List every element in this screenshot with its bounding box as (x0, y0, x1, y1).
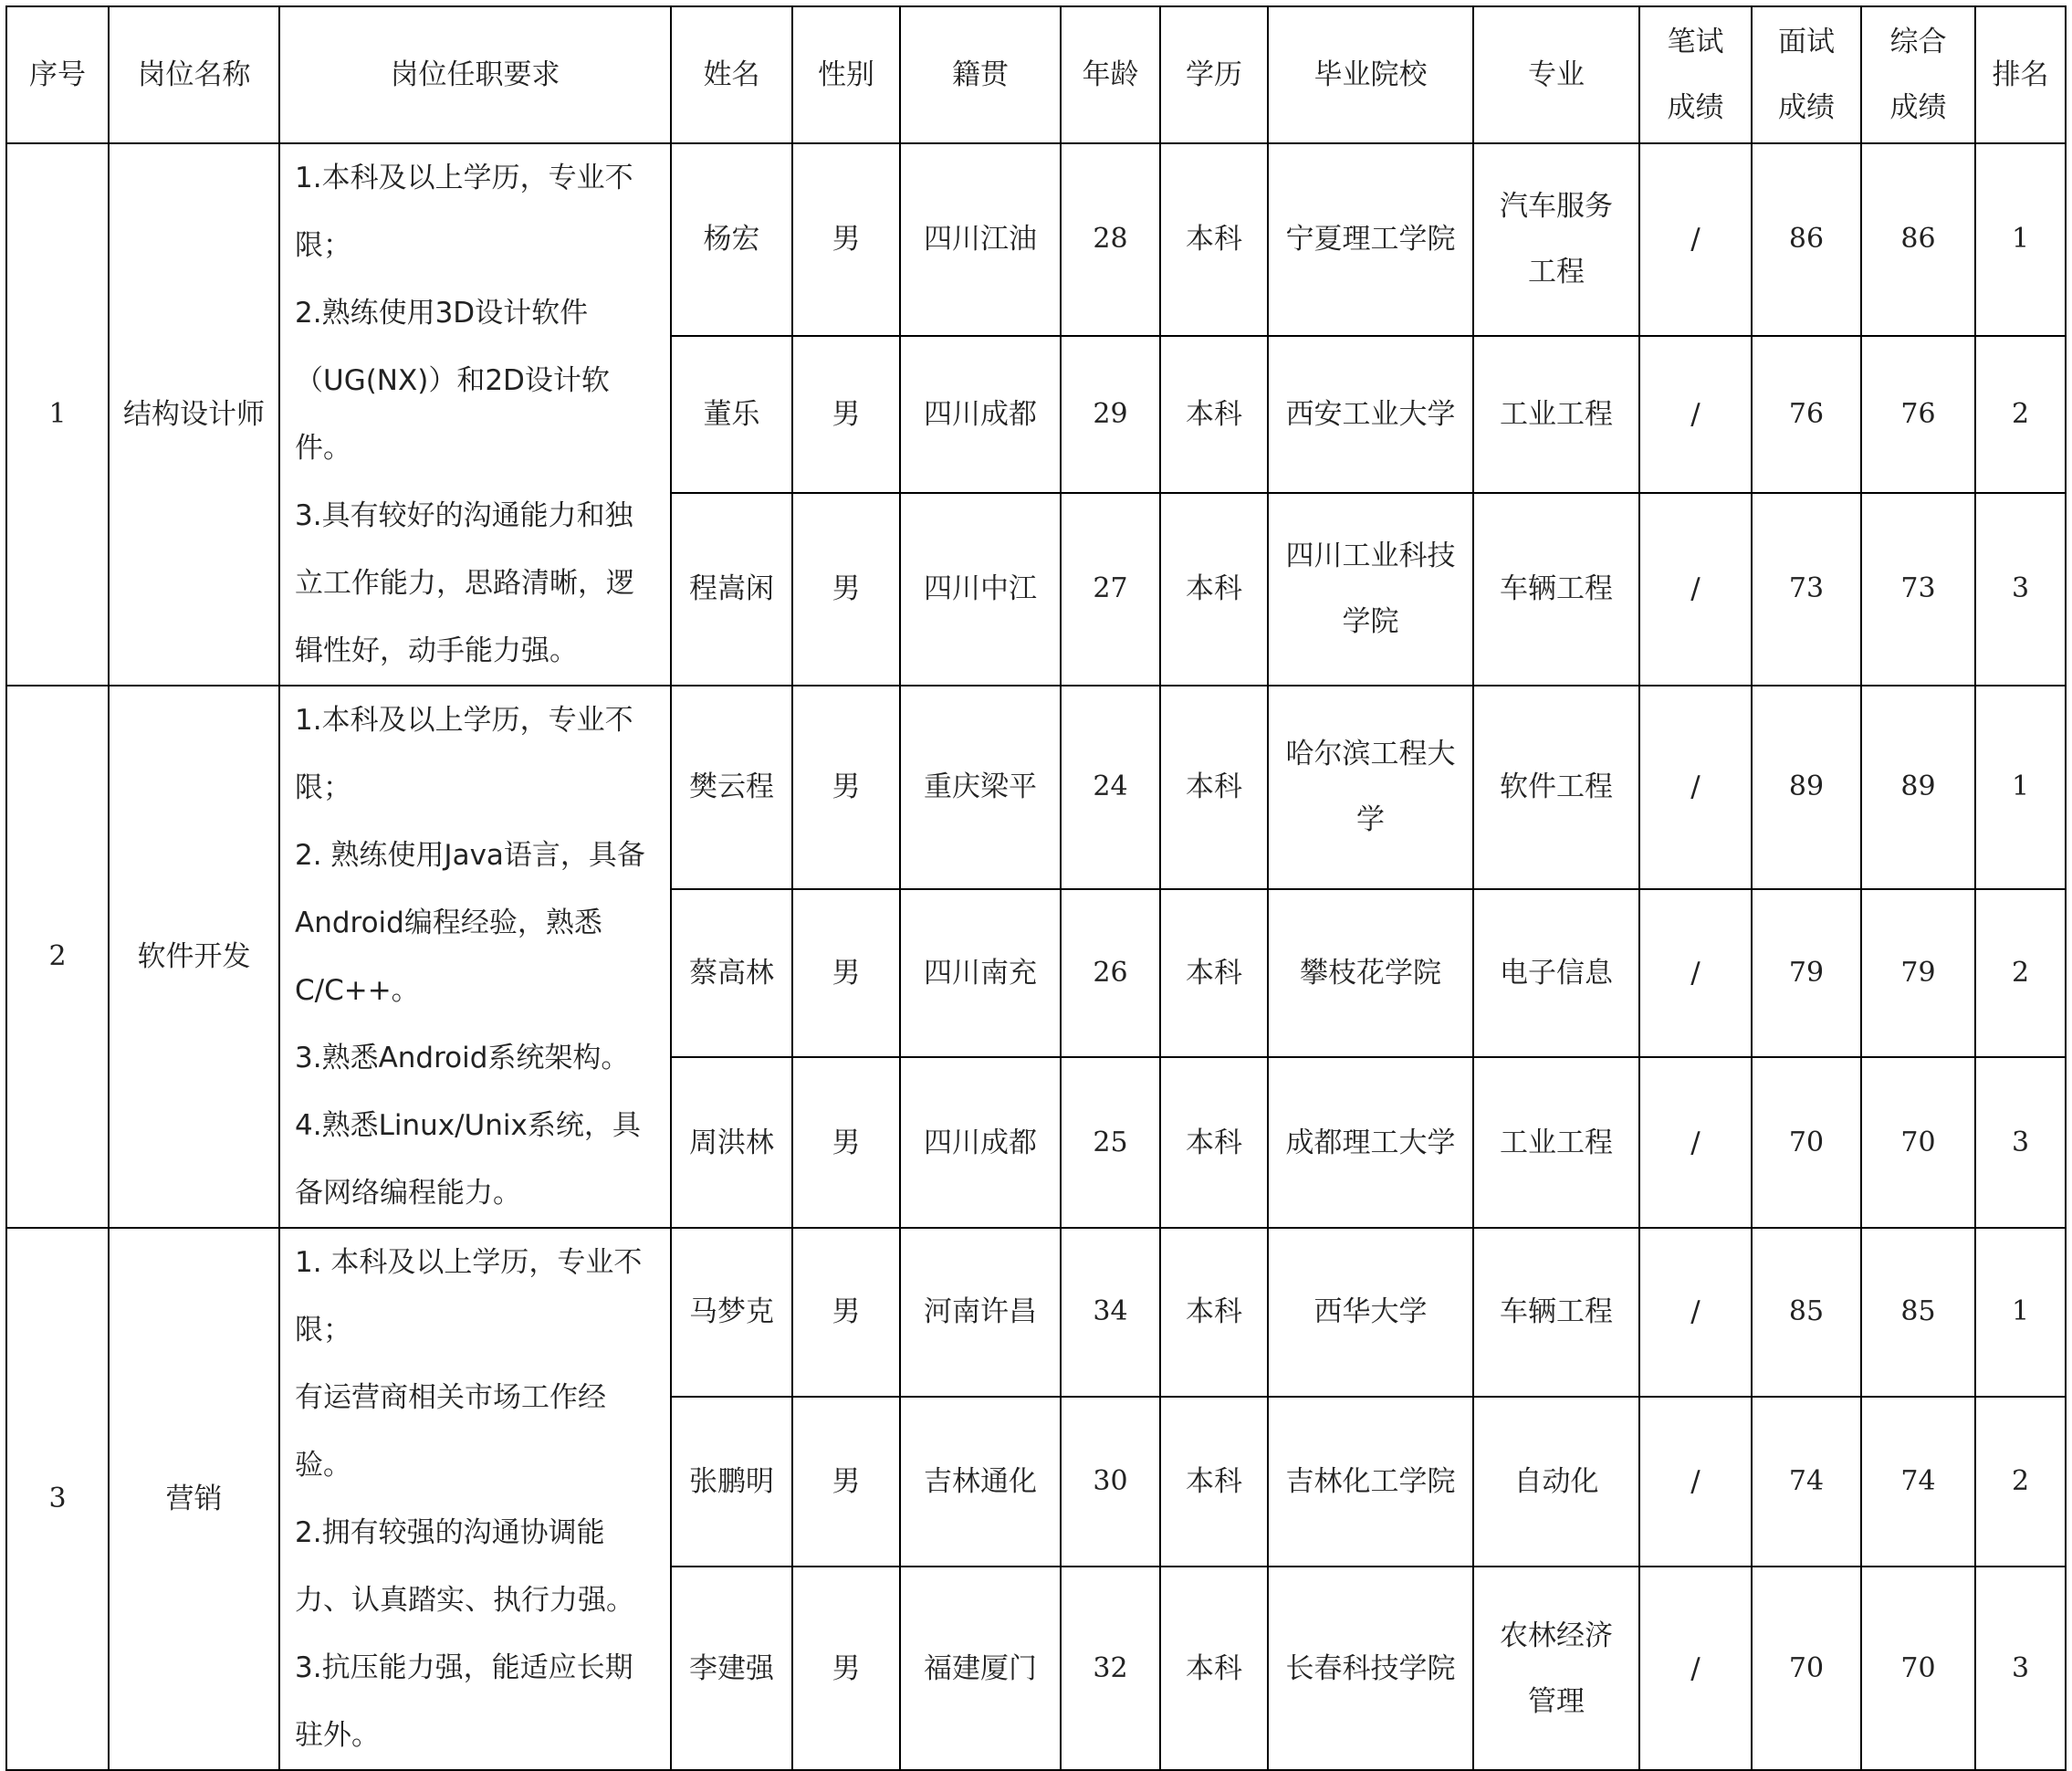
candidate-education: 本科 (1160, 493, 1268, 686)
requirement-line: 2. 熟练使用Java语言，具备 (295, 839, 645, 872)
candidate-major (1473, 493, 1639, 686)
requirement-line: 3.抗压能力强，能适应长期 (295, 1651, 633, 1684)
candidate-major-line: 工业工程 (1500, 397, 1613, 431)
candidate-major (1473, 889, 1639, 1058)
candidate-school-line: 学院 (1342, 605, 1399, 639)
candidate-origin: 四川江油 (900, 143, 1061, 336)
candidate-major-line: 软件工程 (1500, 770, 1613, 804)
header-origin: 籍贯 (900, 6, 1061, 143)
candidate-total-score: 86 (1861, 143, 1975, 336)
candidate-total-score: 85 (1861, 1228, 1975, 1397)
candidate-major-line: 电子信息 (1500, 957, 1613, 990)
candidate-written-score: / (1639, 493, 1752, 686)
candidate-school-line: 成都理工大学 (1285, 1126, 1456, 1159)
candidate-school-line: 哈尔滨工程大 (1285, 738, 1456, 771)
candidate-age: 29 (1061, 336, 1160, 493)
requirement-line: 备网络编程能力。 (295, 1177, 521, 1210)
candidate-written-score: / (1639, 1228, 1752, 1397)
candidate-interview-score: 76 (1752, 336, 1861, 493)
candidate-school (1268, 143, 1473, 336)
group-requirements (279, 686, 671, 1228)
requirement-line: 辑性好，动手能力强。 (295, 634, 578, 667)
requirement-line: 4.熟悉Linux/Unix系统，具 (295, 1109, 641, 1142)
candidate-major-line: 汽车服务 (1500, 190, 1613, 224)
candidate-school-line: 学 (1356, 803, 1385, 837)
candidate-interview-score: 70 (1752, 1567, 1861, 1770)
candidate-major-line: 自动化 (1513, 1464, 1599, 1498)
candidate-interview-score: 79 (1752, 889, 1861, 1058)
results-table-container (5, 5, 2067, 1771)
candidate-age: 24 (1061, 686, 1160, 889)
table-row (6, 1228, 2066, 1397)
header-age: 年龄 (1061, 6, 1160, 143)
candidate-name: 樊云程 (671, 686, 792, 889)
candidate-interview-score: 70 (1752, 1057, 1861, 1228)
candidate-major-line: 车辆工程 (1500, 1295, 1613, 1329)
candidate-major (1473, 1057, 1639, 1228)
candidate-age: 28 (1061, 143, 1160, 336)
candidate-school-line: 攀枝花学院 (1300, 957, 1441, 990)
candidate-school-line: 西安工业大学 (1285, 397, 1456, 431)
candidate-major-line: 工业工程 (1500, 1126, 1613, 1159)
candidate-origin: 四川成都 (900, 336, 1061, 493)
candidate-origin: 河南许昌 (900, 1228, 1061, 1397)
candidate-total-score: 70 (1861, 1567, 1975, 1770)
candidate-written-score: / (1639, 1057, 1752, 1228)
candidate-gender: 男 (792, 336, 900, 493)
requirement-line: 限； (295, 771, 351, 804)
candidate-interview-score: 86 (1752, 143, 1861, 336)
candidate-total-score: 76 (1861, 336, 1975, 493)
header-rank: 排名 (1975, 6, 2066, 143)
header-row (6, 6, 2066, 143)
candidate-age: 25 (1061, 1057, 1160, 1228)
candidate-total-score: 70 (1861, 1057, 1975, 1228)
candidate-age: 34 (1061, 1228, 1160, 1397)
header-interview-score (1752, 6, 1861, 143)
candidate-gender: 男 (792, 1057, 900, 1228)
candidate-school (1268, 493, 1473, 686)
header-major: 专业 (1473, 6, 1639, 143)
candidate-gender: 男 (792, 143, 900, 336)
group-requirements (279, 143, 671, 686)
requirement-line: C/C++。 (295, 974, 420, 1007)
candidate-school-line: 西华大学 (1313, 1295, 1428, 1329)
candidate-major (1473, 1567, 1639, 1770)
candidate-school (1268, 336, 1473, 493)
requirement-line: 限； (295, 1314, 351, 1347)
candidate-rank: 1 (1975, 143, 2066, 336)
candidate-total-score: 89 (1861, 686, 1975, 889)
candidate-education: 本科 (1160, 889, 1268, 1058)
candidate-major (1473, 1228, 1639, 1397)
candidate-total-score: 74 (1861, 1397, 1975, 1567)
candidate-rank: 3 (1975, 1057, 2066, 1228)
header-interview-line1: 面试 (1778, 26, 1835, 58)
candidate-written-score: / (1639, 889, 1752, 1058)
candidate-rank: 3 (1975, 1567, 2066, 1770)
requirement-line: 限； (295, 229, 351, 262)
candidate-origin: 福建厦门 (900, 1567, 1061, 1770)
group-position: 营销 (109, 1228, 279, 1770)
candidate-interview-score: 89 (1752, 686, 1861, 889)
candidate-rank: 2 (1975, 889, 2066, 1058)
candidate-name: 董乐 (671, 336, 792, 493)
candidate-major (1473, 143, 1639, 336)
table-row (6, 143, 2066, 336)
candidate-name: 李建强 (671, 1567, 792, 1770)
requirement-line: 驻外。 (295, 1719, 380, 1752)
candidate-rank: 3 (1975, 493, 2066, 686)
candidate-school-line: 长春科技学院 (1285, 1651, 1456, 1685)
candidate-interview-score: 85 (1752, 1228, 1861, 1397)
table-row (6, 686, 2066, 889)
candidate-school (1268, 889, 1473, 1058)
group-position: 软件开发 (109, 686, 279, 1228)
candidate-major (1473, 1397, 1639, 1567)
candidate-gender: 男 (792, 1228, 900, 1397)
candidate-age: 30 (1061, 1397, 1160, 1567)
header-seq: 序号 (6, 6, 109, 143)
requirement-line: 立工作能力，思路清晰，逻 (295, 567, 634, 600)
requirement-line: 2.拥有较强的沟通协调能 (295, 1516, 605, 1549)
candidate-written-score: / (1639, 143, 1752, 336)
requirement-line: 验。 (295, 1449, 351, 1482)
candidate-gender: 男 (792, 1397, 900, 1567)
requirement-line: 有运营商相关市场工作经 (295, 1381, 606, 1414)
requirement-line: 1.本科及以上学历，专业不 (295, 704, 633, 737)
candidate-name: 杨宏 (671, 143, 792, 336)
candidate-rank: 1 (1975, 1228, 2066, 1397)
header-education: 学历 (1160, 6, 1268, 143)
candidate-major-line: 管理 (1528, 1684, 1585, 1718)
candidate-total-score: 79 (1861, 889, 1975, 1058)
header-interview-line2: 成绩 (1778, 91, 1835, 124)
candidate-school-line: 四川工业科技 (1285, 540, 1456, 573)
candidate-education: 本科 (1160, 1228, 1268, 1397)
candidate-education: 本科 (1160, 143, 1268, 336)
candidate-major-line: 车辆工程 (1500, 572, 1613, 606)
header-written-score (1639, 6, 1752, 143)
candidate-rank: 1 (1975, 686, 2066, 889)
candidate-name: 张鹏明 (671, 1397, 792, 1567)
candidate-written-score: / (1639, 1397, 1752, 1567)
candidate-origin: 四川成都 (900, 1057, 1061, 1228)
candidate-school (1268, 1567, 1473, 1770)
requirement-line: 3.熟悉Android系统架构。 (295, 1042, 630, 1074)
candidate-rank: 2 (1975, 336, 2066, 493)
group-seq: 1 (6, 143, 109, 686)
requirement-line: 2.熟练使用3D设计软件 (295, 297, 589, 330)
candidate-major (1473, 686, 1639, 889)
candidate-name: 程嵩闲 (671, 493, 792, 686)
candidate-gender: 男 (792, 493, 900, 686)
group-seq: 3 (6, 1228, 109, 1770)
requirement-line: 1. 本科及以上学历，专业不 (295, 1246, 643, 1279)
requirement-line: 1.本科及以上学历，专业不 (295, 162, 633, 194)
table-body (6, 143, 2066, 1770)
candidate-education: 本科 (1160, 686, 1268, 889)
candidate-interview-score: 73 (1752, 493, 1861, 686)
header-requirements: 岗位任职要求 (279, 6, 671, 143)
candidate-school (1268, 1397, 1473, 1567)
candidate-school-line: 宁夏理工学院 (1285, 223, 1456, 257)
candidate-rank: 2 (1975, 1397, 2066, 1567)
candidate-education: 本科 (1160, 1397, 1268, 1567)
candidate-education: 本科 (1160, 1057, 1268, 1228)
candidate-education: 本科 (1160, 1567, 1268, 1770)
candidate-age: 27 (1061, 493, 1160, 686)
group-seq: 2 (6, 686, 109, 1228)
candidate-written-score: / (1639, 686, 1752, 889)
candidate-major-line: 工程 (1528, 256, 1585, 289)
candidate-name: 马梦克 (671, 1228, 792, 1397)
candidate-major (1473, 336, 1639, 493)
group-position: 结构设计师 (109, 143, 279, 686)
candidate-age: 26 (1061, 889, 1160, 1058)
candidate-written-score: / (1639, 336, 1752, 493)
candidate-school (1268, 1228, 1473, 1397)
candidate-name: 周洪林 (671, 1057, 792, 1228)
candidate-origin: 吉林通化 (900, 1397, 1061, 1567)
candidate-school (1268, 1057, 1473, 1228)
candidate-written-score: / (1639, 1567, 1752, 1770)
header-total-line1: 综合 (1889, 26, 1947, 58)
header-position: 岗位名称 (109, 6, 279, 143)
results-table (5, 5, 2067, 1771)
header-written-line2: 成绩 (1667, 91, 1724, 124)
header-written-line1: 笔试 (1667, 26, 1724, 58)
header-school: 毕业院校 (1268, 6, 1473, 143)
candidate-interview-score: 74 (1752, 1397, 1861, 1567)
requirement-line: Android编程经验，熟悉 (295, 906, 602, 939)
candidate-school-line: 吉林化工学院 (1285, 1464, 1456, 1498)
candidate-gender: 男 (792, 686, 900, 889)
candidate-origin: 四川南充 (900, 889, 1061, 1058)
candidate-education: 本科 (1160, 336, 1268, 493)
candidate-total-score: 73 (1861, 493, 1975, 686)
header-gender: 性别 (792, 6, 900, 143)
requirement-line: （UG(NX)）和2D设计软件。 (295, 364, 610, 465)
requirement-line: 3.具有较好的沟通能力和独 (295, 499, 633, 532)
candidate-major-line: 农林经济 (1500, 1619, 1613, 1652)
candidate-name: 蔡高林 (671, 889, 792, 1058)
candidate-age: 32 (1061, 1567, 1160, 1770)
header-total-line2: 成绩 (1889, 91, 1947, 124)
candidate-gender: 男 (792, 889, 900, 1058)
candidate-origin: 重庆梁平 (900, 686, 1061, 889)
candidate-gender: 男 (792, 1567, 900, 1770)
requirement-line: 力、认真踏实、执行力强。 (295, 1584, 634, 1617)
group-requirements (279, 1228, 671, 1770)
header-total-score (1861, 6, 1975, 143)
candidate-origin: 四川中江 (900, 493, 1061, 686)
candidate-school (1268, 686, 1473, 889)
header-name: 姓名 (671, 6, 792, 143)
